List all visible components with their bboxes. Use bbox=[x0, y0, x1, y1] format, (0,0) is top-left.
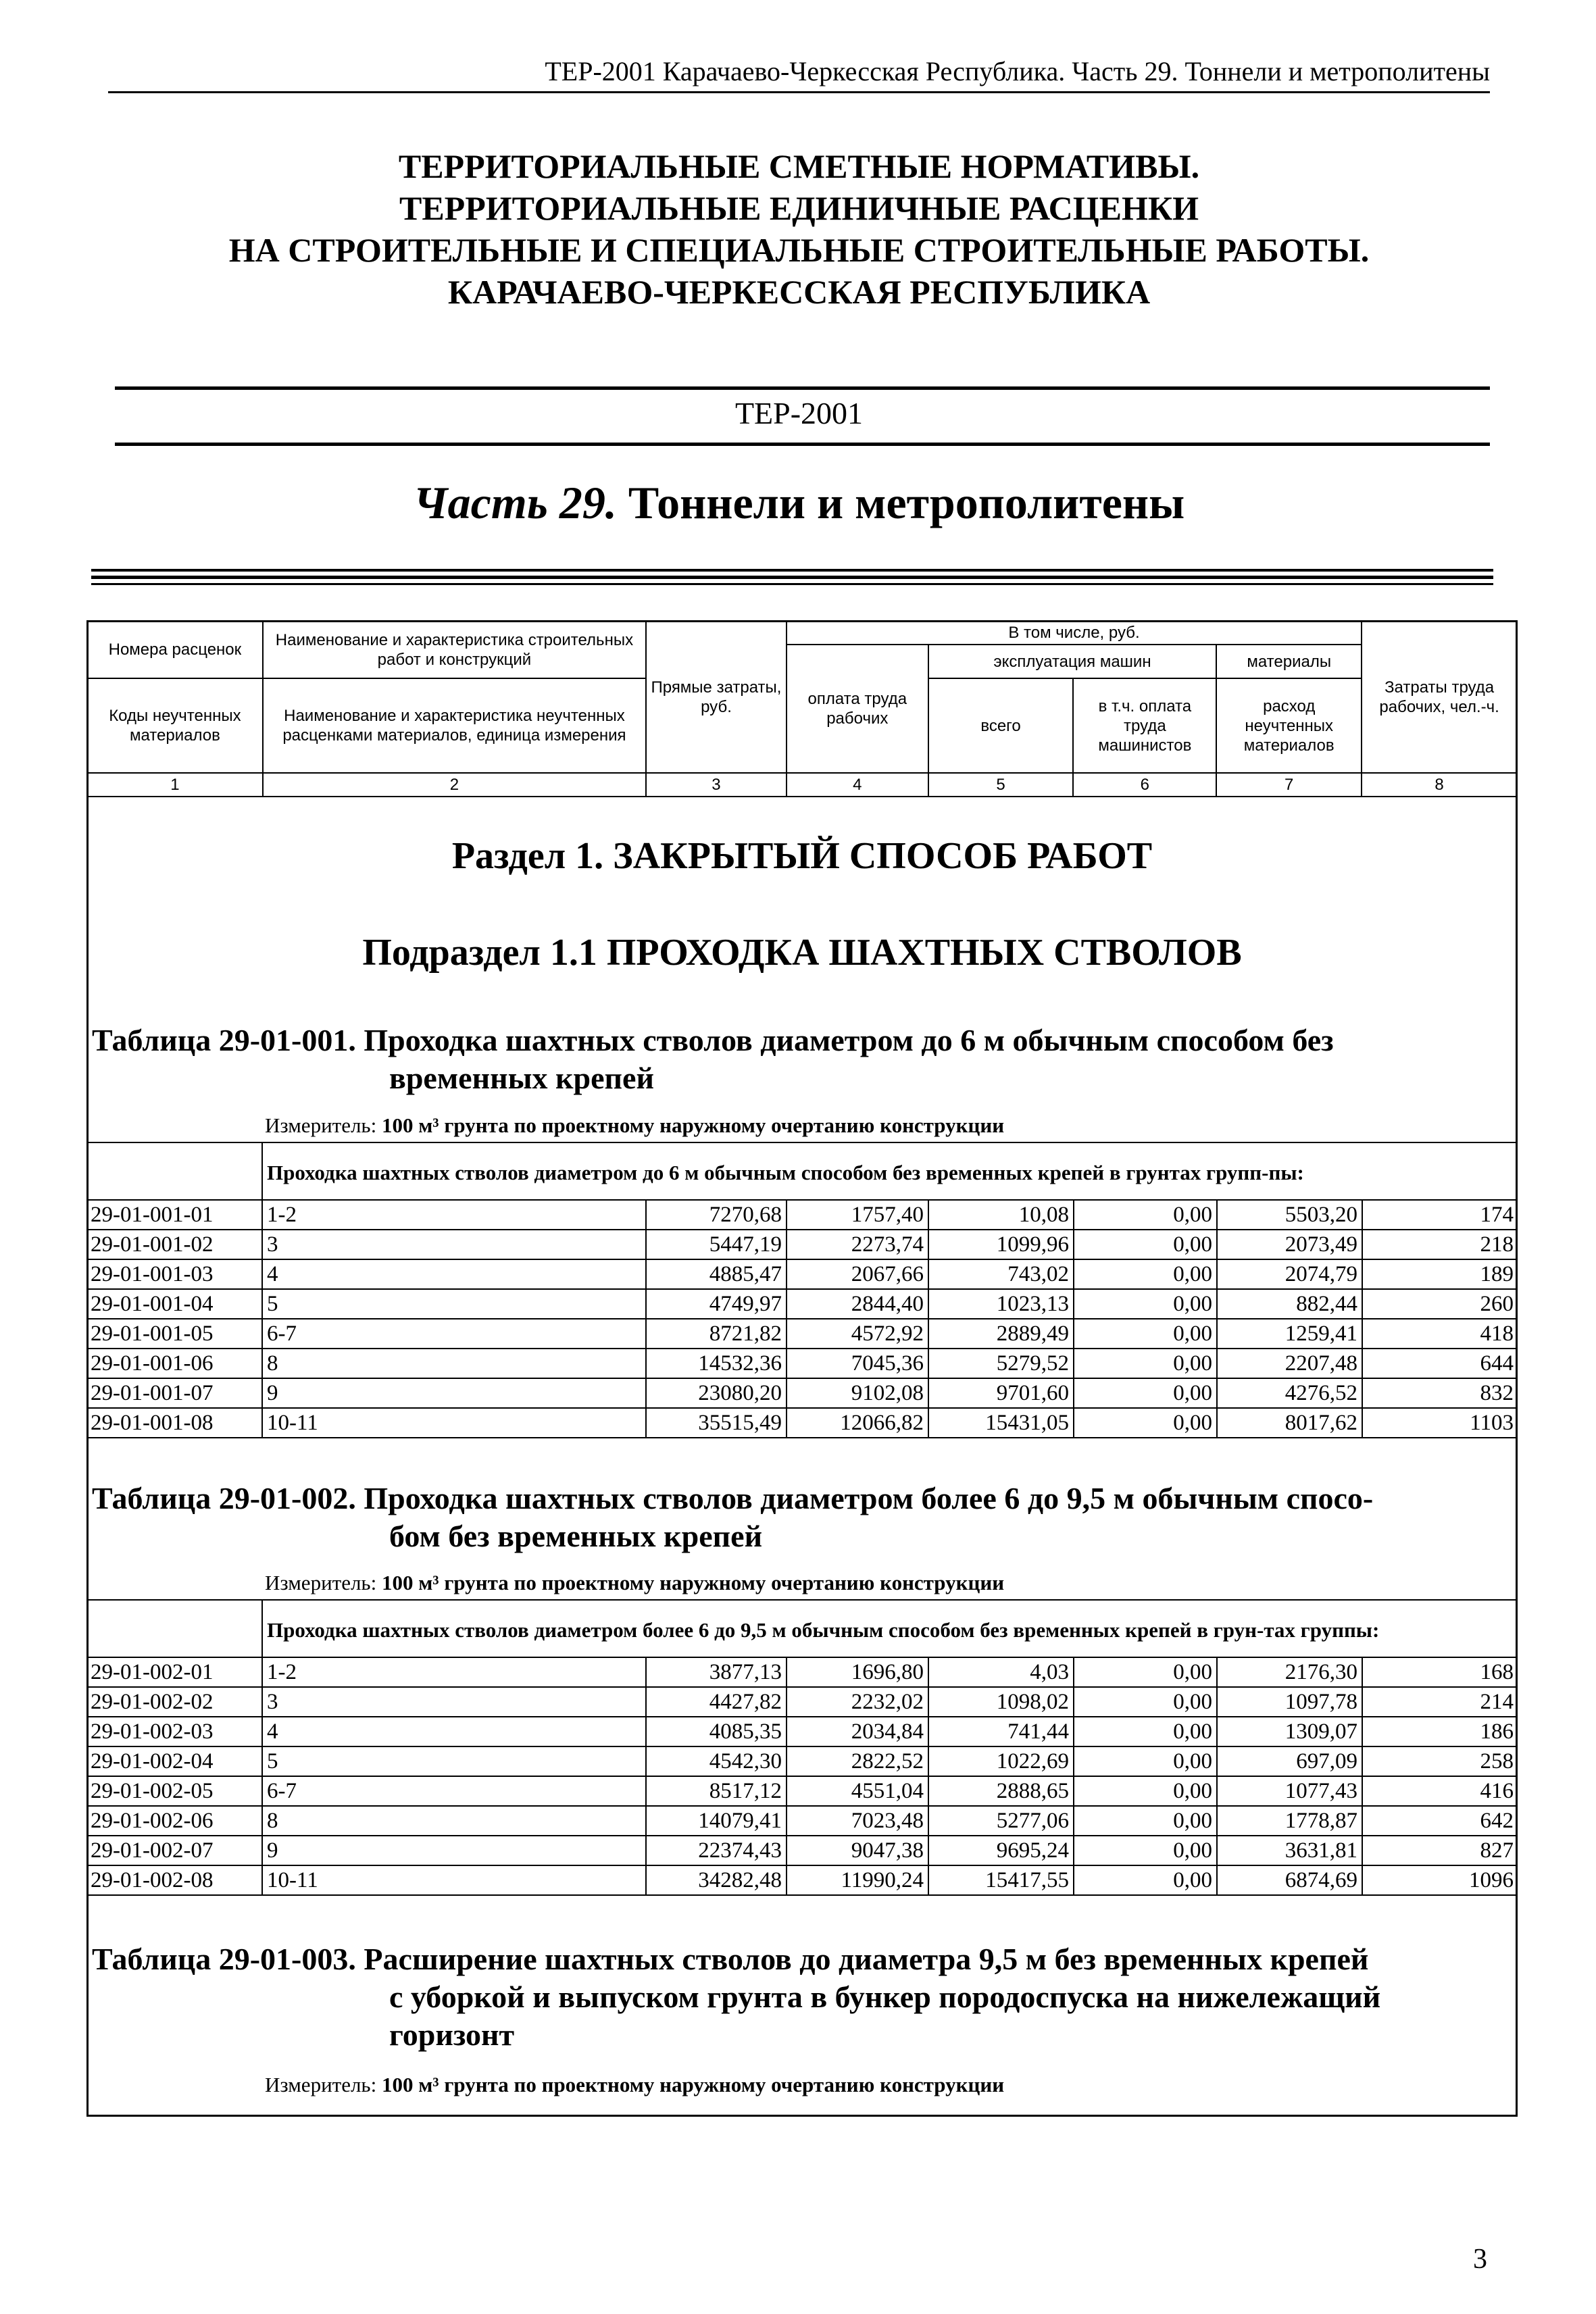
rate-code: 29-01-001-01 bbox=[86, 1200, 262, 1230]
header-col-number: 5 bbox=[928, 773, 1074, 797]
table-title bbox=[92, 1940, 1511, 2054]
table-title-line: Расширение шахтных стволов до диаметра 9,5 м без временных крепей bbox=[364, 1942, 1369, 1976]
labor-hours-cell: 189 bbox=[1362, 1259, 1518, 1289]
rates-body bbox=[86, 1200, 1518, 1438]
direct-costs-cell: 4885,47 bbox=[646, 1259, 787, 1289]
labor-pay-cell: 2067,66 bbox=[787, 1259, 928, 1289]
direct-costs-cell: 7270,68 bbox=[646, 1200, 787, 1230]
group-cell: 4 bbox=[262, 1717, 646, 1746]
direct-costs-cell: 4542,30 bbox=[646, 1746, 787, 1776]
header-rate-numbers: Номера расценок bbox=[87, 621, 263, 678]
materials-cell: 3631,81 bbox=[1217, 1836, 1362, 1865]
direct-costs-cell: 35515,49 bbox=[646, 1408, 787, 1438]
labor-hours-cell: 186 bbox=[1362, 1717, 1518, 1746]
machinists-pay-cell: 0,00 bbox=[1074, 1319, 1217, 1349]
rate-code: 29-01-001-04 bbox=[86, 1289, 262, 1319]
table-row bbox=[86, 1806, 1518, 1836]
labor-pay-cell: 1696,80 bbox=[787, 1657, 928, 1687]
header-machinists-pay: в т.ч. оплата труда машинистов bbox=[1073, 678, 1216, 773]
labor-hours-cell: 168 bbox=[1362, 1657, 1518, 1687]
materials-cell: 882,44 bbox=[1217, 1289, 1362, 1319]
group-cell: 10-11 bbox=[262, 1865, 646, 1895]
rates-table bbox=[86, 1601, 1518, 1896]
header-unaccounted-materials: расход неучтенных материалов bbox=[1216, 678, 1362, 773]
labor-pay-cell: 11990,24 bbox=[787, 1865, 928, 1895]
page-number: 3 bbox=[1473, 2244, 1487, 2275]
divider-line bbox=[115, 386, 1490, 390]
header-labor-pay: оплата труда рабочих bbox=[787, 645, 928, 773]
table-row bbox=[86, 1836, 1518, 1865]
table-row bbox=[86, 1746, 1518, 1776]
header-col-number: 1 bbox=[87, 773, 263, 797]
group-cell: 5 bbox=[262, 1746, 646, 1776]
rate-code: 29-01-001-03 bbox=[86, 1259, 262, 1289]
running-header: ТЕР-2001 Карачаево-Черкесская Республика. Часть 29. Тоннели и метрополитены bbox=[108, 55, 1490, 93]
materials-cell: 1097,78 bbox=[1217, 1687, 1362, 1717]
table-row bbox=[86, 1289, 1518, 1319]
header-machines-total: всего bbox=[928, 678, 1074, 773]
header-work-name: Наименование и характеристика строительных работ и конструкций bbox=[263, 621, 646, 678]
table-title-line: бом без временных крепей bbox=[389, 1519, 763, 1553]
machines-total-cell: 2888,65 bbox=[928, 1776, 1074, 1806]
part-name: Тоннели и метрополитены bbox=[628, 477, 1185, 528]
direct-costs-cell: 4085,35 bbox=[646, 1717, 787, 1746]
main-title-line: ТЕРРИТОРИАЛЬНЫЕ СМЕТНЫЕ НОРМАТИВЫ. bbox=[398, 147, 1200, 185]
machines-total-cell: 15431,05 bbox=[928, 1408, 1074, 1438]
group-cell: 1-2 bbox=[262, 1657, 646, 1687]
labor-pay-cell: 2232,02 bbox=[787, 1687, 928, 1717]
main-title-line: КАРАЧАЕВО-ЧЕРКЕССКАЯ РЕСПУБЛИКА bbox=[447, 273, 1151, 311]
group-cell: 3 bbox=[262, 1687, 646, 1717]
table-row bbox=[86, 1319, 1518, 1349]
rate-code: 29-01-002-06 bbox=[86, 1806, 262, 1836]
table-row bbox=[86, 1200, 1518, 1230]
machines-total-cell: 741,44 bbox=[928, 1717, 1074, 1746]
materials-cell: 8017,62 bbox=[1217, 1408, 1362, 1438]
rate-code: 29-01-001-08 bbox=[86, 1408, 262, 1438]
group-cell: 3 bbox=[262, 1230, 646, 1259]
rate-code: 29-01-002-08 bbox=[86, 1865, 262, 1895]
table-label: Таблица 29-01-003. bbox=[92, 1942, 356, 1976]
direct-costs-cell: 14532,36 bbox=[646, 1349, 787, 1378]
main-title bbox=[108, 145, 1490, 313]
main-title-line: НА СТРОИТЕЛЬНЫЕ И СПЕЦИАЛЬНЫЕ СТРОИТЕЛЬНЫЕ РАБОТЫ. bbox=[228, 231, 1370, 269]
table-row bbox=[86, 1408, 1518, 1438]
rate-code: 29-01-001-05 bbox=[86, 1319, 262, 1349]
materials-cell: 5503,20 bbox=[1217, 1200, 1362, 1230]
machinists-pay-cell: 0,00 bbox=[1074, 1349, 1217, 1378]
group-cell: 6-7 bbox=[262, 1319, 646, 1349]
materials-cell: 1309,07 bbox=[1217, 1717, 1362, 1746]
machines-total-cell: 10,08 bbox=[928, 1200, 1074, 1230]
materials-cell: 697,09 bbox=[1217, 1746, 1362, 1776]
direct-costs-cell: 5447,19 bbox=[646, 1230, 787, 1259]
rate-code: 29-01-002-03 bbox=[86, 1717, 262, 1746]
materials-cell: 2176,30 bbox=[1217, 1657, 1362, 1687]
machinists-pay-cell: 0,00 bbox=[1074, 1289, 1217, 1319]
materials-cell: 2207,48 bbox=[1217, 1349, 1362, 1378]
labor-hours-cell: 218 bbox=[1362, 1230, 1518, 1259]
labor-hours-cell: 214 bbox=[1362, 1687, 1518, 1717]
machinists-pay-cell: 0,00 bbox=[1074, 1746, 1217, 1776]
machines-total-cell: 5279,52 bbox=[928, 1349, 1074, 1378]
machines-total-cell: 9695,24 bbox=[928, 1836, 1074, 1865]
measure-text: 100 м³ грунта по проектному наружному очертанию конструкции bbox=[381, 1571, 1005, 1594]
group-cell: 6-7 bbox=[262, 1776, 646, 1806]
labor-pay-cell: 9047,38 bbox=[787, 1836, 928, 1865]
machinists-pay-cell: 0,00 bbox=[1074, 1200, 1217, 1230]
machinists-pay-cell: 0,00 bbox=[1074, 1865, 1217, 1895]
group-description: Проходка шахтных стволов диаметром до 6 м обычным способом без временных крепей в грунтах групп-пы: bbox=[262, 1143, 1518, 1200]
group-cell: 1-2 bbox=[262, 1200, 646, 1230]
group-cell: 8 bbox=[262, 1349, 646, 1378]
direct-costs-cell: 23080,20 bbox=[646, 1378, 787, 1408]
group-description: Проходка шахтных стволов диаметром более 6 до 9,5 м обычным способом без временных крепей в грун-тах группы: bbox=[262, 1601, 1518, 1657]
machinists-pay-cell: 0,00 bbox=[1074, 1408, 1217, 1438]
machines-total-cell: 1099,96 bbox=[928, 1230, 1074, 1259]
table-label: Таблица 29-01-001. bbox=[92, 1023, 356, 1057]
direct-costs-cell: 4749,97 bbox=[646, 1289, 787, 1319]
materials-cell: 1077,43 bbox=[1217, 1776, 1362, 1806]
materials-cell: 2073,49 bbox=[1217, 1230, 1362, 1259]
group-cell: 9 bbox=[262, 1378, 646, 1408]
machines-total-cell: 1098,02 bbox=[928, 1687, 1074, 1717]
table-row bbox=[86, 1349, 1518, 1378]
labor-pay-cell: 1757,40 bbox=[787, 1200, 928, 1230]
labor-hours-cell: 1103 bbox=[1362, 1408, 1518, 1438]
machinists-pay-cell: 0,00 bbox=[1074, 1836, 1217, 1865]
direct-costs-cell: 3877,13 bbox=[646, 1657, 787, 1687]
measure-text: 100 м³ грунта по проектному наружному очертанию конструкции bbox=[381, 2073, 1005, 2096]
measure-prefix: Измеритель: bbox=[265, 2073, 377, 2096]
column-header-table bbox=[86, 620, 1518, 797]
table-row bbox=[86, 1776, 1518, 1806]
header-col-number: 7 bbox=[1216, 773, 1362, 797]
header-unaccounted-codes: Коды неучтенных материалов bbox=[87, 678, 263, 773]
rate-code: 29-01-002-05 bbox=[86, 1776, 262, 1806]
header-col-number: 6 bbox=[1073, 773, 1216, 797]
labor-pay-cell: 2273,74 bbox=[787, 1230, 928, 1259]
labor-hours-cell: 416 bbox=[1362, 1776, 1518, 1806]
table-title-line: Проходка шахтных стволов диаметром до 6 м обычным способом без bbox=[364, 1023, 1334, 1057]
measure-unit bbox=[265, 1113, 1004, 1138]
machinists-pay-cell: 0,00 bbox=[1074, 1687, 1217, 1717]
labor-hours-cell: 258 bbox=[1362, 1746, 1518, 1776]
header-direct-costs: Прямые затраты, руб. bbox=[646, 621, 787, 773]
machinists-pay-cell: 0,00 bbox=[1074, 1806, 1217, 1836]
materials-cell: 4276,52 bbox=[1217, 1378, 1362, 1408]
labor-hours-cell: 418 bbox=[1362, 1319, 1518, 1349]
group-cell: 9 bbox=[262, 1836, 646, 1865]
machines-total-cell: 9701,60 bbox=[928, 1378, 1074, 1408]
machines-total-cell: 4,03 bbox=[928, 1657, 1074, 1687]
direct-costs-cell: 14079,41 bbox=[646, 1806, 787, 1836]
table-title-line: временных крепей bbox=[389, 1061, 654, 1095]
measure-prefix: Измеритель: bbox=[265, 1113, 377, 1137]
materials-cell: 2074,79 bbox=[1217, 1259, 1362, 1289]
code-label: ТЕР-2001 bbox=[734, 396, 864, 430]
machinists-pay-cell: 0,00 bbox=[1074, 1259, 1217, 1289]
table-title-line: горизонт bbox=[389, 2017, 515, 2052]
labor-pay-cell: 2822,52 bbox=[787, 1746, 928, 1776]
direct-costs-cell: 8517,12 bbox=[646, 1776, 787, 1806]
table-title-line: с уборкой и выпуском грунта в бункер породоспуска на нижележащий bbox=[389, 1980, 1381, 2014]
machines-total-cell: 5277,06 bbox=[928, 1806, 1074, 1836]
main-title-line: ТЕРРИТОРИАЛЬНЫЕ ЕДИНИЧНЫЕ РАСЦЕНКИ bbox=[399, 189, 1199, 227]
measure-text: 100 м³ грунта по проектному наружному очертанию конструкции bbox=[381, 1113, 1005, 1137]
part-title bbox=[108, 476, 1490, 530]
rates-table bbox=[86, 1143, 1518, 1438]
rate-code: 29-01-002-07 bbox=[86, 1836, 262, 1865]
section-title: Раздел 1. ЗАКРЫТЫЙ СПОСОБ РАБОТ bbox=[451, 835, 1153, 877]
measure-unit bbox=[265, 2073, 1004, 2097]
machinists-pay-cell: 0,00 bbox=[1074, 1657, 1217, 1687]
labor-hours-cell: 260 bbox=[1362, 1289, 1518, 1319]
labor-pay-cell: 7045,36 bbox=[787, 1349, 928, 1378]
materials-cell: 1259,41 bbox=[1217, 1319, 1362, 1349]
group-cell: 5 bbox=[262, 1289, 646, 1319]
rate-code: 29-01-002-01 bbox=[86, 1657, 262, 1687]
measure-unit bbox=[265, 1571, 1004, 1595]
labor-hours-cell: 174 bbox=[1362, 1200, 1518, 1230]
group-cell: 4 bbox=[262, 1259, 646, 1289]
divider-line bbox=[115, 443, 1490, 446]
machinists-pay-cell: 0,00 bbox=[1074, 1717, 1217, 1746]
labor-pay-cell: 7023,48 bbox=[787, 1806, 928, 1836]
direct-costs-cell: 4427,82 bbox=[646, 1687, 787, 1717]
direct-costs-cell: 34282,48 bbox=[646, 1865, 787, 1895]
rate-code: 29-01-002-04 bbox=[86, 1746, 262, 1776]
labor-hours-cell: 827 bbox=[1362, 1836, 1518, 1865]
table-title-line: Проходка шахтных стволов диаметром более 6 до 9,5 м обычным спосо- bbox=[364, 1481, 1374, 1515]
table-row bbox=[86, 1259, 1518, 1289]
rate-code: 29-01-001-02 bbox=[86, 1230, 262, 1259]
machinists-pay-cell: 0,00 bbox=[1074, 1230, 1217, 1259]
rate-code: 29-01-001-07 bbox=[86, 1378, 262, 1408]
header-col-number: 8 bbox=[1362, 773, 1517, 797]
machinists-pay-cell: 0,00 bbox=[1074, 1776, 1217, 1806]
divider-line bbox=[91, 569, 1493, 572]
direct-costs-cell: 8721,82 bbox=[646, 1319, 787, 1349]
table-title bbox=[92, 1480, 1511, 1555]
subsection-title: Подраздел 1.1 ПРОХОДКА ШАХТНЫХ СТВОЛОВ bbox=[362, 932, 1242, 974]
labor-pay-cell: 4572,92 bbox=[787, 1319, 928, 1349]
group-cell: 8 bbox=[262, 1806, 646, 1836]
header-unaccounted-names: Наименование и характеристика неучтенных расценками материалов, единица измерения bbox=[263, 678, 646, 773]
header-col-number: 4 bbox=[787, 773, 928, 797]
table-row bbox=[86, 1378, 1518, 1408]
labor-hours-cell: 1096 bbox=[1362, 1865, 1518, 1895]
machines-total-cell: 743,02 bbox=[928, 1259, 1074, 1289]
labor-pay-cell: 4551,04 bbox=[787, 1776, 928, 1806]
rate-code: 29-01-002-02 bbox=[86, 1687, 262, 1717]
machinists-pay-cell: 0,00 bbox=[1074, 1378, 1217, 1408]
materials-cell: 6874,69 bbox=[1217, 1865, 1362, 1895]
machines-total-cell: 1023,13 bbox=[928, 1289, 1074, 1319]
labor-hours-cell: 644 bbox=[1362, 1349, 1518, 1378]
group-cell: 10-11 bbox=[262, 1408, 646, 1438]
header-including: В том числе, руб. bbox=[787, 621, 1362, 645]
header-col-number: 2 bbox=[263, 773, 646, 797]
table-row bbox=[86, 1230, 1518, 1259]
header-labor-cost: Затраты труда рабочих, чел.-ч. bbox=[1362, 621, 1517, 773]
table-row bbox=[86, 1717, 1518, 1746]
header-materials: материалы bbox=[1216, 645, 1362, 678]
measure-prefix: Измеритель: bbox=[265, 1571, 377, 1594]
part-number: Часть 29. bbox=[413, 477, 617, 528]
machines-total-cell: 1022,69 bbox=[928, 1746, 1074, 1776]
divider-line bbox=[91, 576, 1493, 579]
table-label: Таблица 29-01-002. bbox=[92, 1481, 356, 1515]
header-machines: эксплуатация машин bbox=[928, 645, 1217, 678]
direct-costs-cell: 22374,43 bbox=[646, 1836, 787, 1865]
table-title bbox=[92, 1022, 1511, 1097]
labor-pay-cell: 2034,84 bbox=[787, 1717, 928, 1746]
rates-body bbox=[86, 1657, 1518, 1895]
table-row bbox=[86, 1687, 1518, 1717]
rate-code: 29-01-001-06 bbox=[86, 1349, 262, 1378]
divider-line bbox=[91, 583, 1493, 585]
labor-pay-cell: 9102,08 bbox=[787, 1378, 928, 1408]
machines-total-cell: 2889,49 bbox=[928, 1319, 1074, 1349]
table-row bbox=[86, 1657, 1518, 1687]
header-col-number: 3 bbox=[646, 773, 787, 797]
labor-hours-cell: 832 bbox=[1362, 1378, 1518, 1408]
machines-total-cell: 15417,55 bbox=[928, 1865, 1074, 1895]
labor-pay-cell: 2844,40 bbox=[787, 1289, 928, 1319]
materials-cell: 1778,87 bbox=[1217, 1806, 1362, 1836]
labor-hours-cell: 642 bbox=[1362, 1806, 1518, 1836]
table-row bbox=[86, 1865, 1518, 1895]
labor-pay-cell: 12066,82 bbox=[787, 1408, 928, 1438]
